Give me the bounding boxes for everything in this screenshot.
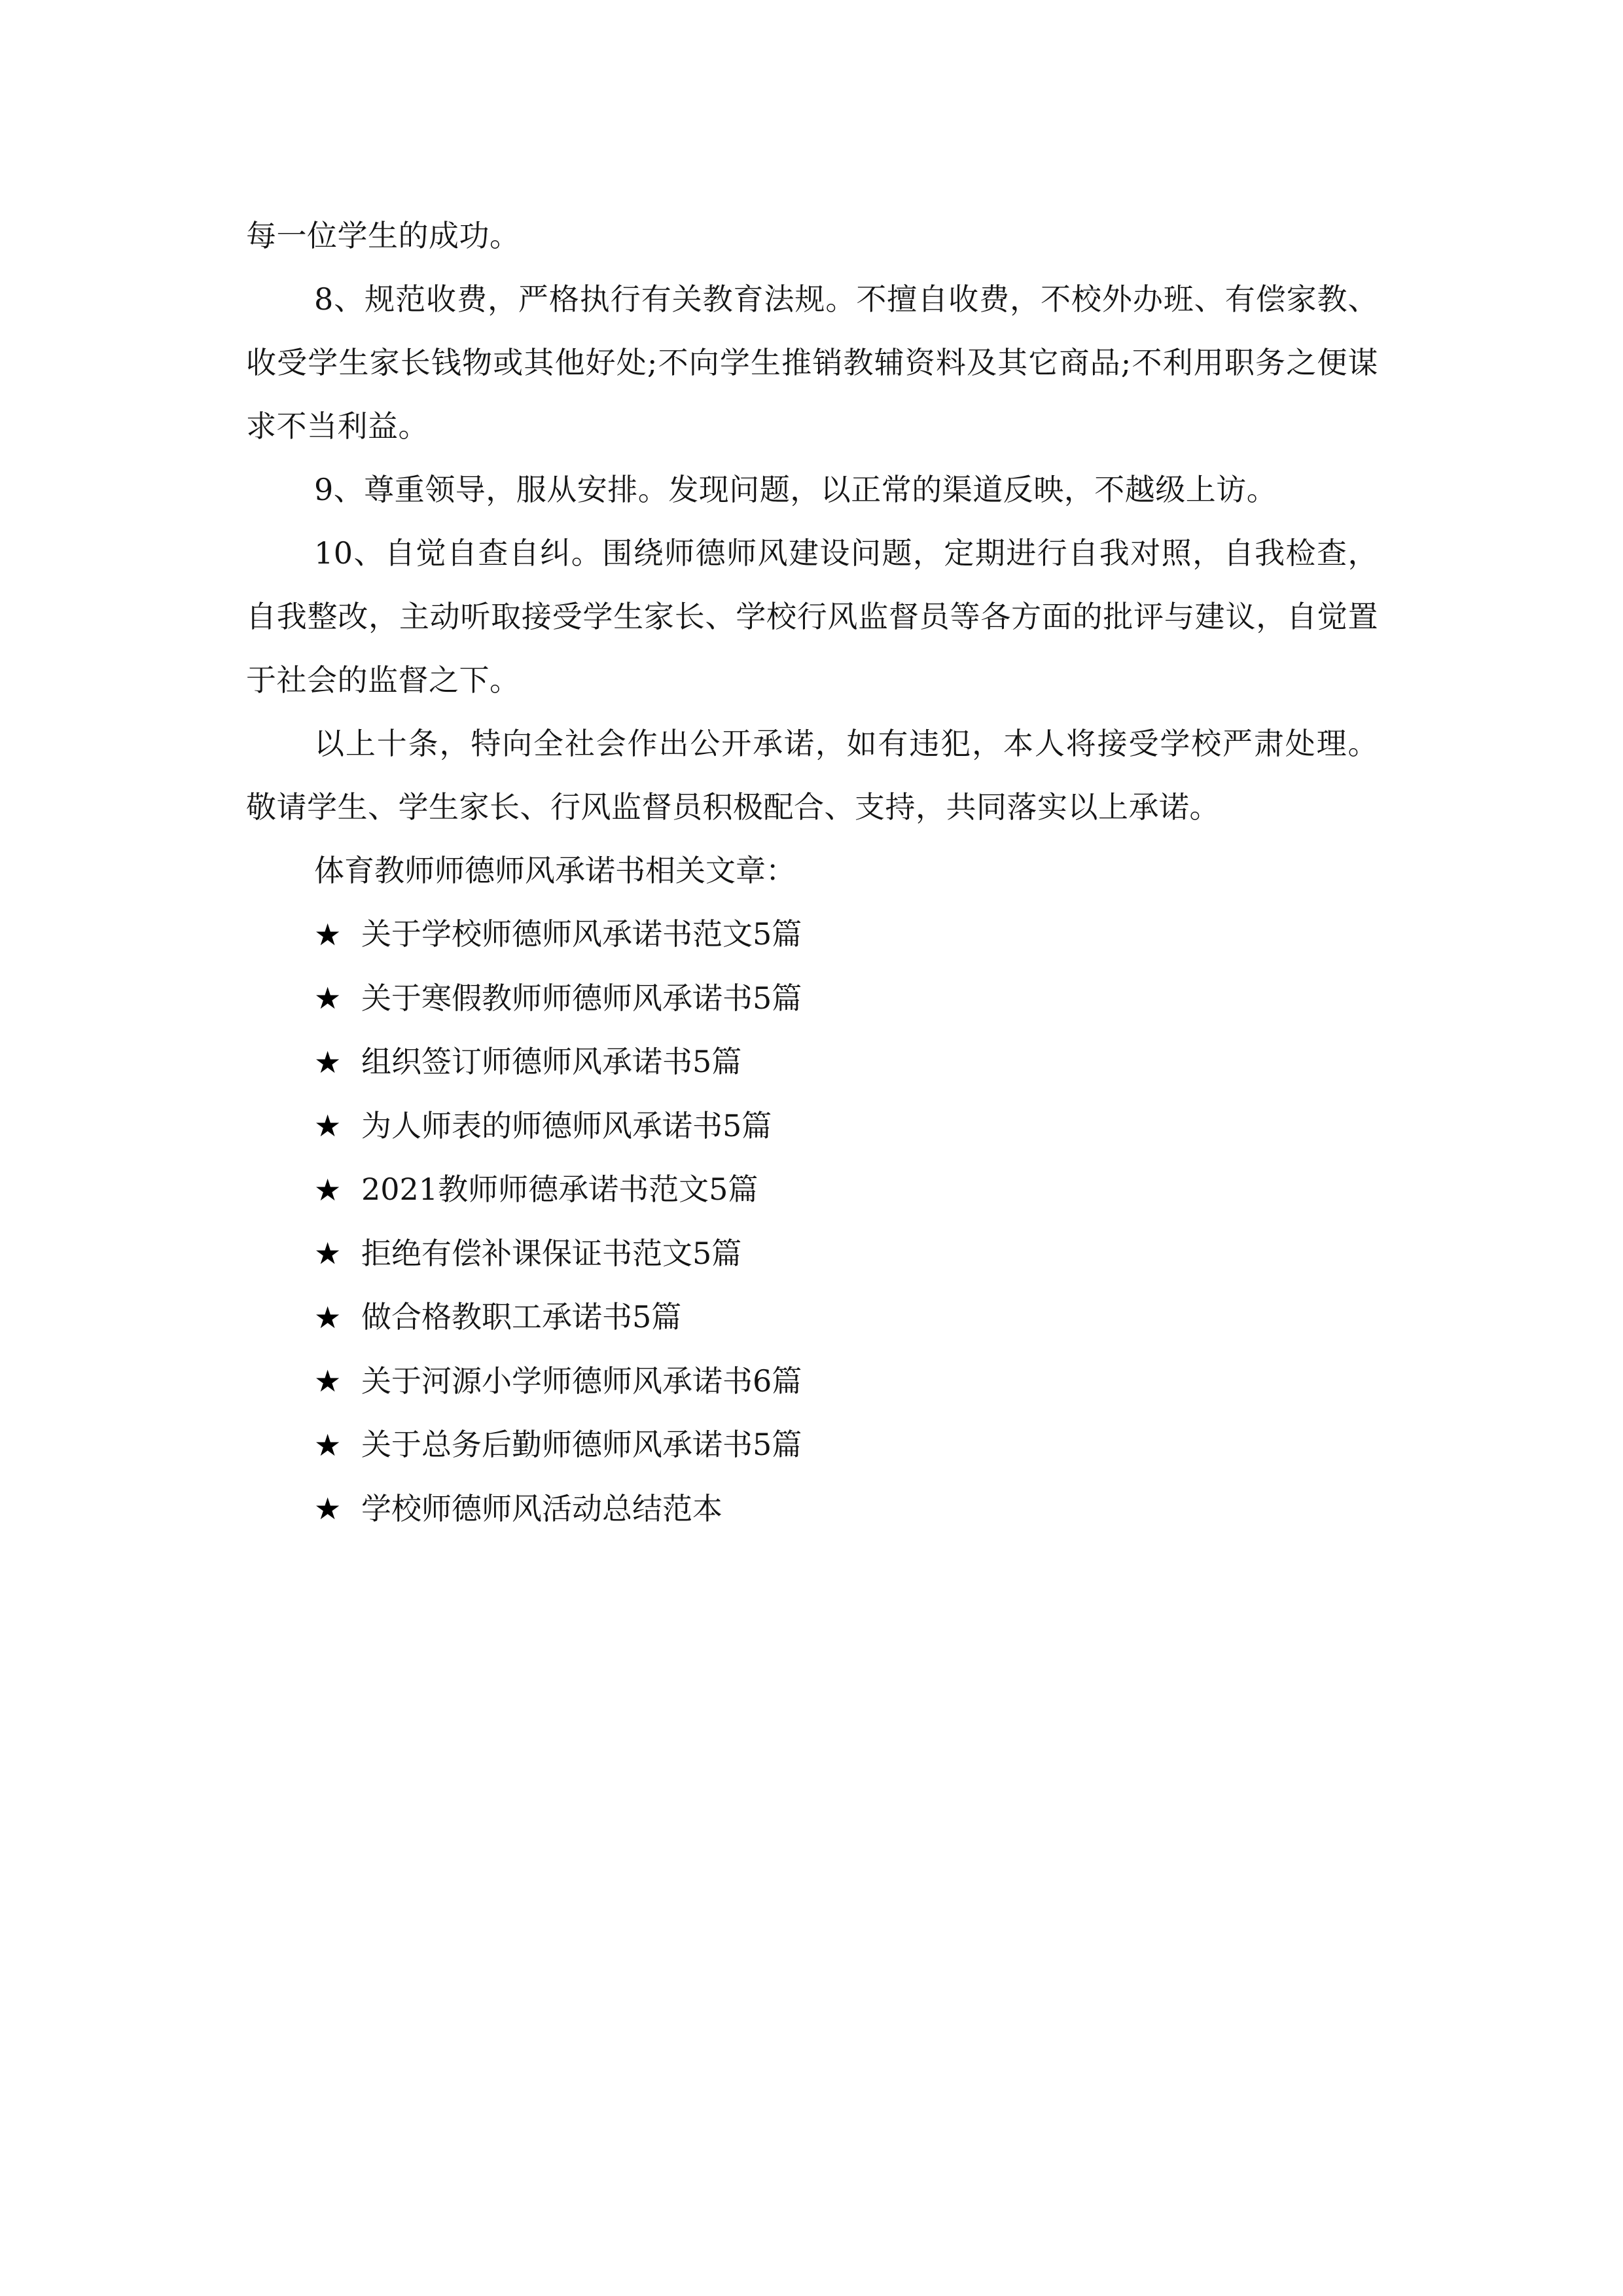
related-article-link[interactable]	[314, 1030, 1378, 1094]
related-articles-heading: 体育教师师德师风承诺书相关文章：	[314, 853, 796, 888]
related-article-label[interactable]: 关于总务后勤师德师风承诺书5篇	[361, 1427, 802, 1462]
related-article-label[interactable]: 关于学校师德师风承诺书范文5篇	[361, 916, 802, 952]
star-icon: ★	[314, 1363, 342, 1399]
related-article-link[interactable]	[314, 1094, 1378, 1158]
related-article-label[interactable]: 关于河源小学师德师风承诺书6篇	[361, 1363, 802, 1399]
paragraph-continued: 每一位学生的成功。	[246, 218, 520, 253]
related-article-label[interactable]: 做合格教职工承诺书5篇	[361, 1299, 682, 1335]
related-article-link[interactable]	[314, 967, 1378, 1031]
paragraph-item-10: 10、自觉自查自纠。围绕师德师风建设问题，定期进行自我对照，自我检查，自我整改，主动听取接受学生家长、学校行风监督员等各方面的批评与建议，自觉置于社会的监督之下。	[246, 535, 1378, 698]
related-article-label[interactable]: 为人师表的师德师风承诺书5篇	[361, 1107, 772, 1143]
related-article-label[interactable]: 关于寒假教师师德师风承诺书5篇	[361, 980, 802, 1016]
star-icon: ★	[314, 916, 342, 952]
related-article-link[interactable]	[314, 1285, 1378, 1350]
star-icon: ★	[314, 1044, 342, 1080]
related-article-label[interactable]: 组织签订师德师风承诺书5篇	[361, 1044, 742, 1079]
document-body	[246, 204, 1378, 1541]
related-article-label[interactable]: 学校师德师风活动总结范本	[361, 1490, 722, 1526]
star-icon: ★	[314, 1172, 342, 1208]
star-icon: ★	[314, 1108, 342, 1144]
related-articles-list	[246, 903, 1378, 1541]
paragraph-item-9: 9、尊重领导，服从安排。发现问题，以正常的渠道反映，不越级上访。	[314, 472, 1277, 507]
star-icon: ★	[314, 980, 342, 1016]
paragraph-closing: 以上十条，特向全社会作出公开承诺，如有违犯，本人将接受学校严肃处理。敬请学生、学生家长、行风监督员积极配合、支持，共同落实以上承诺。	[246, 726, 1378, 825]
related-article-label[interactable]: 拒绝有偿补课保证书范文5篇	[361, 1235, 742, 1271]
related-article-link[interactable]	[314, 1477, 1378, 1541]
star-icon: ★	[314, 1491, 342, 1527]
related-article-link[interactable]	[314, 1413, 1378, 1477]
star-icon: ★	[314, 1299, 342, 1335]
related-article-link[interactable]	[314, 903, 1378, 967]
related-article-link[interactable]	[314, 1222, 1378, 1286]
related-article-link[interactable]	[314, 1158, 1378, 1222]
related-article-link[interactable]	[314, 1350, 1378, 1414]
star-icon: ★	[314, 1427, 342, 1463]
star-icon: ★	[314, 1236, 342, 1272]
related-article-label[interactable]: 2021教师师德承诺书范文5篇	[361, 1172, 758, 1207]
paragraph-item-8: 8、规范收费，严格执行有关教育法规。不擅自收费，不校外办班、有偿家教、收受学生家长钱物或其他好处;不向学生推销教辅资料及其它商品;不利用职务之便谋求不当利益。	[246, 281, 1378, 444]
